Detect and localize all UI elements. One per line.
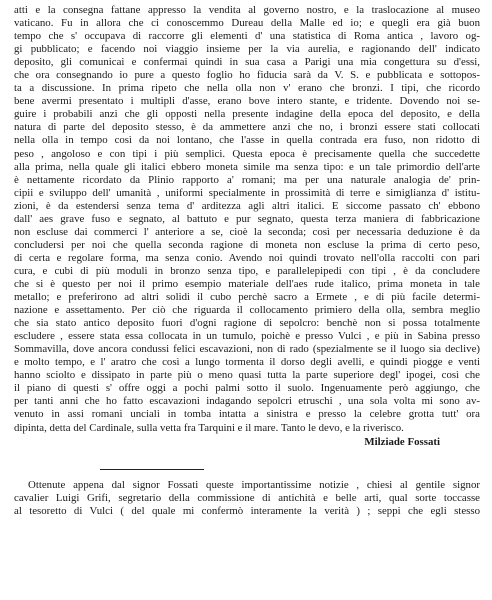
text-line: concludersi per noi che quella seconda ragione di moneta non escluse la prima di certo peso, (14, 238, 480, 251)
text-line: dall' aes grave fuso e segnato, al battuto e pur segnato, questa terza maniera di fabbricazione (14, 212, 480, 225)
signature: Milziade Fossati (364, 435, 440, 448)
text-line: dipinta, detta del Cardinale, sulla vetta fra Tarquini e il mare. Tanto le devo, e la riverisco. (14, 421, 404, 434)
text-line: vaticano. Fu in allora che ci conoscemmo Dureau della Malle ed io; e quegli era già buon (14, 17, 480, 30)
text-line: hanno sciolto e dissipato in parte più o meno quasi tutta la parte superiore degl' ipogei, così che (14, 369, 480, 382)
text-line: che si è questo per noi il primo esempio materiale dell'aes rude italico, prima moneta in tale (14, 277, 480, 290)
text-line: al tesoretto di Vulci ( del quale mi confermò interamente la verità ) ; seppi che egli stesso (14, 504, 480, 517)
text-line: deposito, gli comunicai e confermai quindi in sua casa a Parigi una mia congettura su d'essi, (14, 56, 480, 69)
text-line: cura, e cubi di più moduli in bronzo senza tipo, e parallelepipedi con tipi , è da concludere (14, 264, 480, 277)
text-line: nazione e assettamento. Per ciò che riguarda il collocamento primiero della olla, sembra meglio (14, 304, 480, 317)
text-line: nella olla in tempo così da noi lontano, che l'asse in quella contrada era fuso, non ridotto di (14, 134, 480, 147)
text-line: che ora consegnando io pure a questo foglio ho fiducia sarà da V. S. e pubblicata e sottopos- (14, 69, 480, 82)
following-paragraph (14, 479, 480, 519)
text-line: bene avermi presentato i multipli d'asse, erano bove intero stante, e tridente. Dovendo noi se- (14, 95, 480, 108)
text-line: il piano di questi s' offre oggi a pochi palmi sotto il suolo. Ingenuamente però aggiungo, che (14, 382, 480, 395)
text-line: ta a discussione. In prima ripeto che nella olla non v' erano che bronzi. I tipi, che ricordo (14, 82, 480, 95)
text-line: metallo; e preferirono ad altri solidi il cubo perchè sacro a Ermete , e di più facile determi- (14, 291, 480, 304)
text-line: che sia stato antico deposito fuori d'ogni ragione di sepolcro: benchè non si possa totalmente (14, 317, 480, 330)
text-line: escludere , essere stata essa collocata in un tumulo, poichè e presso Vulci , e più in Sabina presso (14, 330, 480, 343)
text-line: per tanti anni che ho fatto escavazioni indagando sepolcri etruschi , una sola volta mi sono av- (14, 395, 480, 408)
text-line: gi pubblicato; e facendo noi viaggio insieme per la via aurelia, e ragionando dell' indicato (14, 43, 480, 56)
text-line: non escluse dai commerci l' anteriore a se, cioè la seconda; così per necessaria deduzione è da (14, 225, 480, 238)
text-line: e molto tempo, e l' aratro che così a lungo tormenta il dorso degli avelli, e quindi piogge e venti (14, 356, 480, 369)
text-line: Ottenute appena dal signor Fossati queste importantissime notizie , chiesi al gentile signor (28, 478, 480, 491)
text-line: zioni, è da estendersi senza tema d' arditezza agli altri italici. E siccome passato ch' ebbono (14, 199, 480, 212)
letter-body (14, 4, 480, 435)
section-divider (100, 469, 204, 470)
text-line: peso , angoloso e con tipi i più semplici. Questa epoca è precisamente quella che succedette (14, 147, 480, 160)
text-line: atti e la consegna fattane appresso la vendita al governo nostro, e la traslocazione al museo (14, 4, 480, 16)
text-line: natura di parte del deposito stesso, è da ammettere anzi che no, i bronzi essere stati collocati (14, 121, 480, 134)
text-line: cipii e sviluppo dell' umanità , uniformi specialmente in prossimità di terre e simiglianza d' istitu- (14, 186, 480, 199)
text-line: cavalier Luigi Grifi, segretario della commissione di antichità e belle arti, qual sorte toccasse (14, 491, 480, 504)
text-line: di certa e regolare forma, ma senza conio. Avendo noi quindi trovato nell'olla raccolti con pari (14, 251, 480, 264)
text-line: tempo che s' occupava di raccorre gli elementi d' una statistica di Roma antica , lavoro og- (14, 30, 480, 43)
text-line: Sommavilla, dove ancora condussi felici escavazioni, non di rado (spezialmente se il luogo sia declive) (14, 343, 480, 356)
text-line: alla prima, nella quale gli italici ebbero moneta simile ma senza tipo: e un tale primordio dell'arte (14, 160, 480, 173)
text-line: venuto in assi romani unciali in tomba intatta a sinistra e presso la celebre grotta tutt' ora (14, 408, 480, 421)
text-line: guire i probabili anzi che gli opposti nella presente indagine della epoca del deposito, e della (14, 108, 480, 121)
text-line: è nettamente ricordato da Plinio rapporto a' romani; ma per una naturale analogia de' prin- (14, 173, 480, 186)
